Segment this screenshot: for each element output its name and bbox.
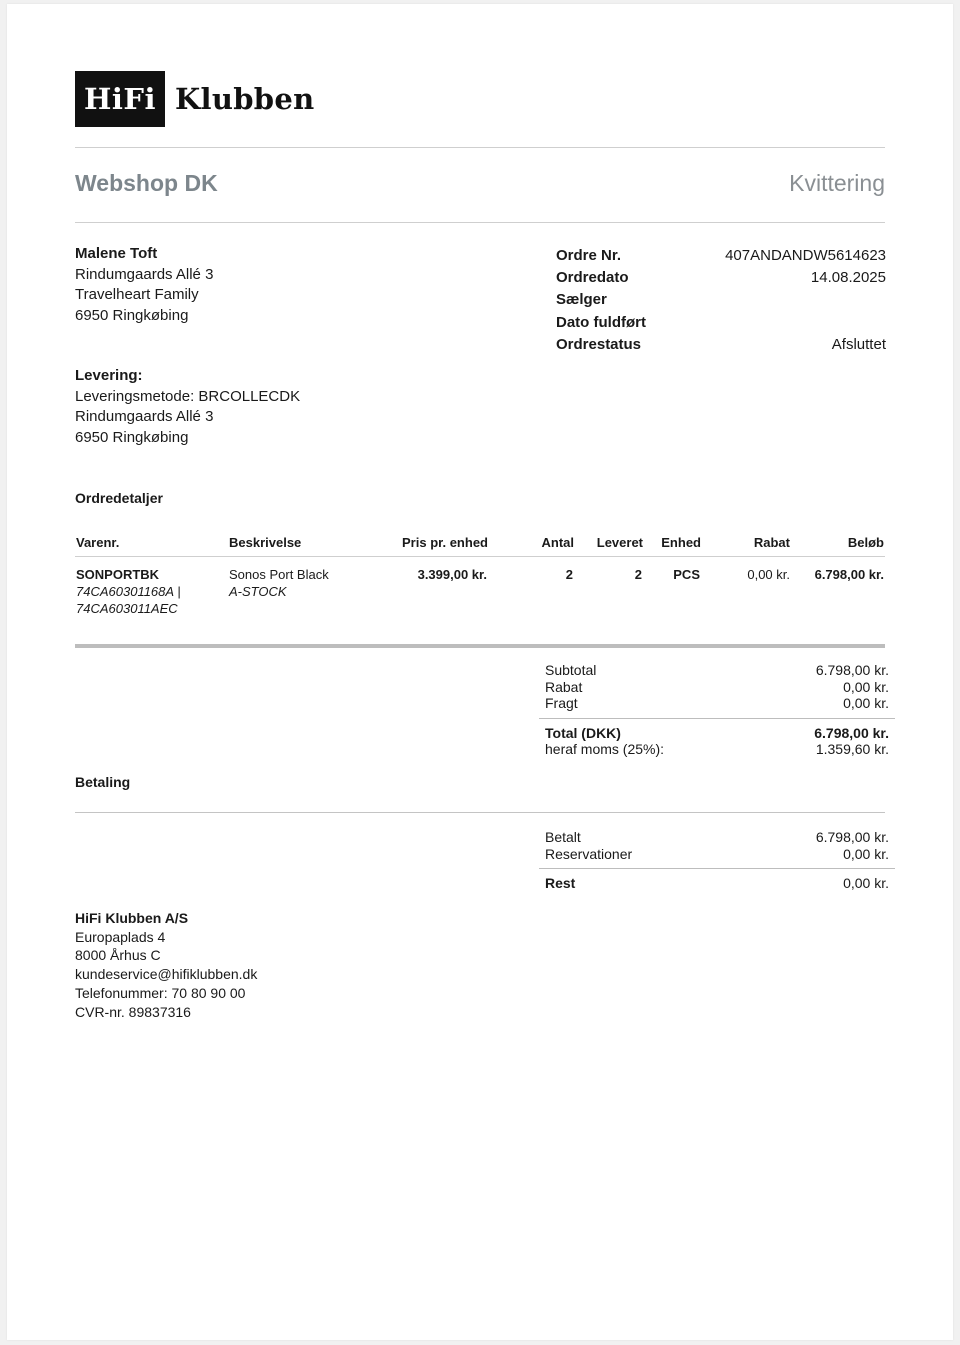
discount-row (539, 679, 895, 696)
order-info-row (556, 311, 886, 333)
delivery-street: Rindumgaards Allé 3 (75, 408, 214, 425)
rest-label: Rest (545, 875, 576, 892)
total-label: Total (DKK) (545, 724, 621, 741)
company-phone: Telefonummer: 70 80 90 00 (75, 984, 246, 1001)
order-info-row (556, 244, 886, 266)
delivery-city: 6950 Ringkøbing (75, 428, 189, 446)
vat-value: 1.359,60 kr. (815, 741, 889, 758)
col-unit: Enhed (661, 535, 701, 550)
order-info-label: Sælger (556, 291, 607, 309)
col-amount: Beløb (847, 535, 884, 550)
item-unit-price: 3.399,00 kr. (417, 567, 487, 582)
total-row (539, 725, 895, 742)
order-info-value: Afsluttet (831, 335, 886, 353)
document-type: Kvittering (789, 170, 885, 196)
order-info-label: Dato fuldført (556, 313, 646, 331)
totals-block (539, 662, 895, 758)
freight-value: 0,00 kr. (843, 695, 889, 712)
item-serial: 74CA60301168A | (76, 584, 181, 599)
reservations-label: Reservationer (545, 845, 633, 862)
payment-block (539, 829, 895, 892)
receipt-page (7, 4, 953, 1340)
item-sku: SONPORTBK (76, 567, 160, 582)
company-email: kundeservice@hifiklubben.dk (75, 966, 258, 983)
paid-row (539, 829, 895, 846)
totals-divider (539, 718, 895, 719)
customer-city: 6950 Ringkøbing (75, 306, 189, 324)
order-info-label: Ordrestatus (556, 335, 642, 353)
company-street: Europaplads 4 (75, 928, 166, 945)
company-info (75, 909, 257, 1021)
rest-row (539, 875, 895, 892)
item-unit: PCS (673, 567, 700, 582)
discount-value: 0,00 kr. (843, 678, 889, 695)
payment-totals-divider (539, 868, 895, 869)
customer-street: Rindumgaards Allé 3 (75, 265, 214, 283)
total-value: 6.798,00 kr. (814, 724, 889, 741)
company-cvr: CVR-nr. 89837316 (75, 1003, 191, 1020)
order-info-row (556, 289, 886, 311)
freight-row (539, 695, 895, 712)
item-sku-cell (76, 566, 181, 617)
discount-label: Rabat (545, 678, 583, 695)
reservations-value: 0,00 kr. (843, 845, 889, 862)
logo-text: Klubben (175, 82, 315, 116)
payment-heading: Betaling (75, 774, 131, 790)
paid-label: Betalt (545, 829, 581, 846)
items-table-header (75, 530, 885, 557)
freight-label: Fragt (545, 695, 578, 712)
order-info (556, 244, 886, 355)
delivery-label: Levering: (75, 367, 143, 384)
delivery-info (75, 366, 300, 448)
item-discount: 0,00 kr. (747, 567, 790, 582)
order-info-row (556, 333, 886, 355)
order-info-row (556, 266, 886, 288)
subtotal-row (539, 662, 895, 679)
rest-value: 0,00 kr. (843, 875, 889, 892)
item-serial: 74CA603011AEC (76, 601, 178, 616)
logo-box: HiFi (75, 71, 165, 127)
order-info-value: 14.08.2025 (810, 268, 886, 286)
order-info-value: 407ANDANDW5614623 (725, 246, 886, 264)
table-row (75, 557, 885, 647)
col-delivered: Leveret (596, 535, 643, 550)
divider (75, 147, 885, 148)
vat-label: heraf moms (25%): (545, 741, 665, 758)
payment-divider (75, 812, 885, 813)
item-description-cell (229, 566, 329, 600)
item-amount: 6.798,00 kr. (814, 567, 884, 582)
col-discount: Rabat (753, 535, 790, 550)
customer-address (75, 244, 213, 326)
company-city: 8000 Århus C (75, 947, 161, 964)
order-details-heading: Ordredetaljer (75, 490, 163, 506)
customer-name: Malene Toft (75, 245, 158, 262)
item-grade: A-STOCK (229, 584, 287, 599)
order-info-label: Ordredato (556, 268, 629, 286)
order-info-label: Ordre Nr. (556, 246, 622, 264)
paid-value: 6.798,00 kr. (815, 829, 889, 846)
subtotal-value: 6.798,00 kr. (815, 662, 889, 679)
item-description: Sonos Port Black (229, 567, 329, 582)
vat-row (539, 741, 895, 758)
hifi-klubben-logo (75, 71, 315, 127)
item-delivered: 2 (634, 567, 642, 582)
delivery-method: Leveringsmetode: BRCOLLECDK (75, 387, 301, 405)
items-table (75, 530, 885, 647)
subtotal-label: Subtotal (545, 662, 597, 679)
col-sku: Varenr. (76, 535, 120, 550)
customer-line2: Travelheart Family (75, 286, 199, 303)
shop-title: Webshop DK (75, 170, 218, 196)
reservations-row (539, 846, 895, 863)
divider (75, 222, 885, 223)
table-divider (75, 644, 885, 648)
col-description: Beskrivelse (229, 535, 302, 550)
item-qty: 2 (565, 567, 573, 582)
col-unit-price: Pris pr. enhed (402, 535, 488, 550)
company-name: HiFi Klubben A/S (75, 910, 189, 926)
col-qty: Antal (541, 535, 574, 550)
